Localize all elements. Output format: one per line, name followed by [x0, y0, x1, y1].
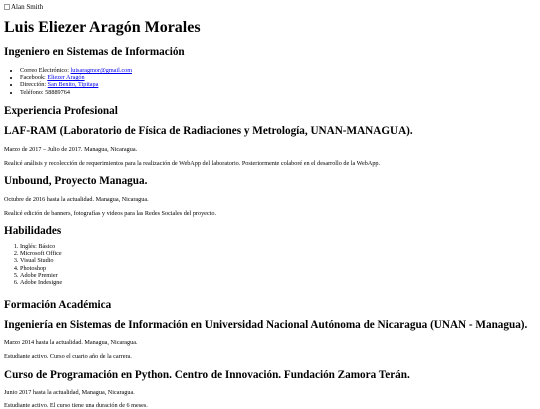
skill-item: 1. Inglés: Básico	[20, 243, 320, 250]
profile-photo-alt: Alan Smith	[11, 3, 44, 11]
person-name: Luis Eliezer Aragón Morales	[4, 19, 201, 36]
education-desc-python: Estudiante activo. El curso tiene una duración de 6 meses.	[4, 402, 148, 409]
skill-item: 4. Photoshop	[20, 265, 320, 272]
job-title: Ingeniero en Sistemas de Información	[4, 46, 185, 58]
broken-image-icon	[4, 4, 10, 10]
job-date-lafram: Marzo de 2017 – Julio de 2017. Managua, Nicaragua.	[4, 146, 138, 153]
skills-list	[4, 243, 320, 286]
skill-item: 2. Microsoft Office	[20, 250, 320, 257]
job-title-unbound: Unbound, Proyecto Managua.	[4, 175, 148, 187]
skill-item: 6. Adobe Indesigne	[20, 279, 320, 286]
profile-photo	[4, 3, 43, 11]
facebook-link[interactable]: Eliezer Aragón	[47, 74, 85, 82]
education-title-python: Curso de Programación en Python. Centro de Innovación. Fundación Zamora Terán.	[4, 369, 410, 381]
email-link[interactable]: luisaragmor@gmail.com	[70, 67, 133, 74]
contact-email: • Correo Electrónico: luisaragmor@gmail.com	[20, 67, 320, 74]
job-title-lafram: LAF-RAM (Laboratorio de Física de Radiaciones y Metrología, UNAN-MANAGUA).	[4, 125, 413, 137]
skill-item: 3. Visual Studio	[20, 257, 320, 264]
skills-heading: Habilidades	[4, 225, 62, 237]
contact-list	[4, 67, 320, 96]
skill-item: 5. Adobe Premier	[20, 272, 320, 279]
address-link[interactable]: San Benito, Tipitapa	[47, 81, 99, 89]
education-heading: Formación Académica	[4, 299, 112, 311]
education-desc-unan: Estudiante activo. Curso el cuarto año de la carrera.	[4, 353, 132, 360]
education-date-unan: Marzo 2014 hasta la actualidad. Managua, Nicaragua.	[4, 339, 138, 346]
job-date-unbound: Octubre de 2016 hasta la actualidad. Managua, Nicaragua.	[4, 196, 149, 203]
contact-address: • Dirección: San Benito, Tipitapa	[20, 81, 320, 88]
contact-facebook: • Facebook: Eliezer Aragón	[20, 74, 320, 81]
experience-heading: Experiencia Profesional	[4, 105, 118, 117]
job-desc-unbound: Realicé edición de banners, fotografías y videos para las Redes Sociales del proyecto.	[4, 210, 217, 217]
education-title-unan: Ingeniería en Sistemas de Información en Universidad Nacional Autónoma de Nicaragua (UNAN - Managua).	[4, 319, 528, 331]
contact-phone: • Teléfono: 58889764	[20, 89, 320, 96]
education-date-python: Junio 2017 hasta la actualidad, Managua, Nicaragua.	[4, 389, 135, 396]
job-desc-lafram: Realicé análisis y recolección de requerimientos para la realización de WebApp del laboratorio. Posteriormente colaboré en el desarrollo de la WebApp.	[4, 160, 381, 167]
